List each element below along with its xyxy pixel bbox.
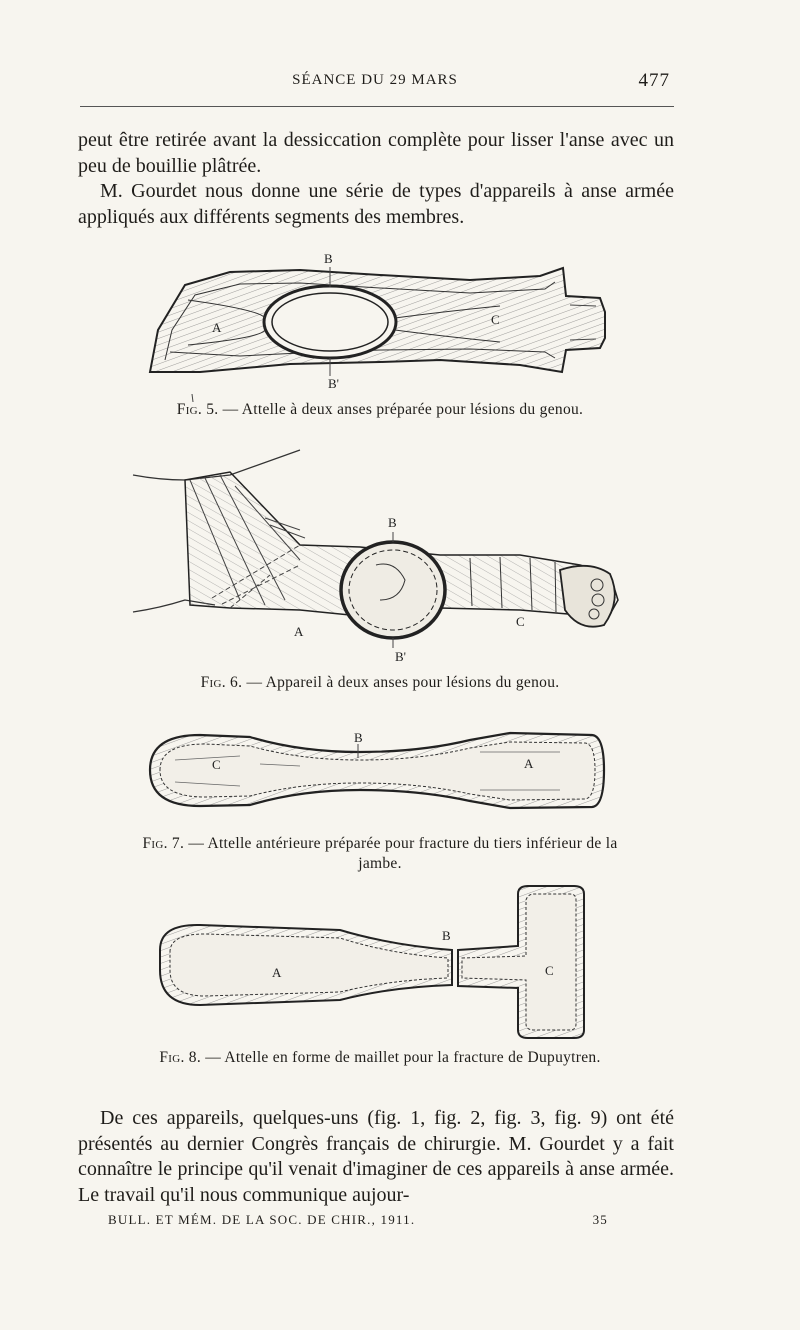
caption-fig-5-text: — Attelle à deux anses préparée pour lésions du genou. <box>222 401 584 418</box>
journal-reference: BULL. ET MÉM. DE LA SOC. DE CHIR., 1911. <box>108 1212 416 1227</box>
fig5-label-b: B <box>324 251 333 266</box>
paragraph-presentation <box>78 1106 674 1208</box>
fig6-label-b: B <box>388 515 397 530</box>
page-number: 477 <box>638 70 670 91</box>
caption-fig-5 <box>80 401 680 419</box>
fig8-label-a: A <box>272 965 282 980</box>
figure-8-mallet-splint <box>160 886 584 1038</box>
caption-fig-6-label: Fig. 6. <box>200 674 243 691</box>
fig7-label-a: A <box>524 756 534 771</box>
fig5-label-a: A <box>212 320 222 335</box>
fig8-label-c: C <box>545 963 554 978</box>
caption-fig-7-text: — Attelle antérieure préparée pour fracture du tiers inférieur de la jambe. <box>188 835 618 872</box>
figure-7-anterior-splint <box>150 730 604 808</box>
fig7-label-b: B <box>354 730 363 745</box>
caption-fig-8 <box>80 1049 680 1067</box>
figure-6-leg-apparatus <box>133 450 618 664</box>
paragraph-continuation: peut être retirée avant la dessiccation complète pour lisser l'anse avec un peu de bouillie plâtrée. <box>78 129 674 177</box>
caption-fig-7 <box>120 834 640 874</box>
fig6-label-a: A <box>294 624 304 639</box>
paragraph-gourdet-text: M. Gourdet nous donne une série de types d'appareils à anse armée appliqués aux différents segments des membres. <box>78 180 674 228</box>
fig6-label-b2: B' <box>395 649 407 664</box>
caption-fig-8-label: Fig. 8. <box>159 1049 202 1066</box>
paragraph-presentation-text: De ces appareils, quelques-uns (fig. 1, fig. 2, fig. 3, fig. 9) ont été présentés au dernier Congrès français de chirurgie. M. Gourdet y a fait connaître le principe qu'il venait d'imaginer de ces appareils à anse armée. Le travail qu'il nous communique aujour- <box>78 1107 674 1206</box>
caption-fig-6-text: — Appareil à deux anses pour lésions du genou. <box>246 674 560 691</box>
caption-fig-6 <box>80 674 680 692</box>
signature-mark: 35 <box>592 1212 608 1227</box>
fig6-label-c: C <box>516 614 525 629</box>
caption-fig-7-label: Fig. 7. <box>142 835 185 852</box>
caption-fig-8-text: — Attelle en forme de maillet pour la fracture de Dupuytren. <box>205 1049 601 1066</box>
fig5-label-c: C <box>491 312 500 327</box>
running-title: SÉANCE DU 29 MARS <box>292 72 458 88</box>
fig8-label-b: B <box>442 928 451 943</box>
caption-fig-5-label: Fig. 5. <box>176 401 219 418</box>
journal-footer <box>108 1212 608 1228</box>
fig7-label-c: C <box>212 757 221 772</box>
fig5-label-b2: B' <box>328 376 340 391</box>
figure-5-splint <box>150 251 605 402</box>
